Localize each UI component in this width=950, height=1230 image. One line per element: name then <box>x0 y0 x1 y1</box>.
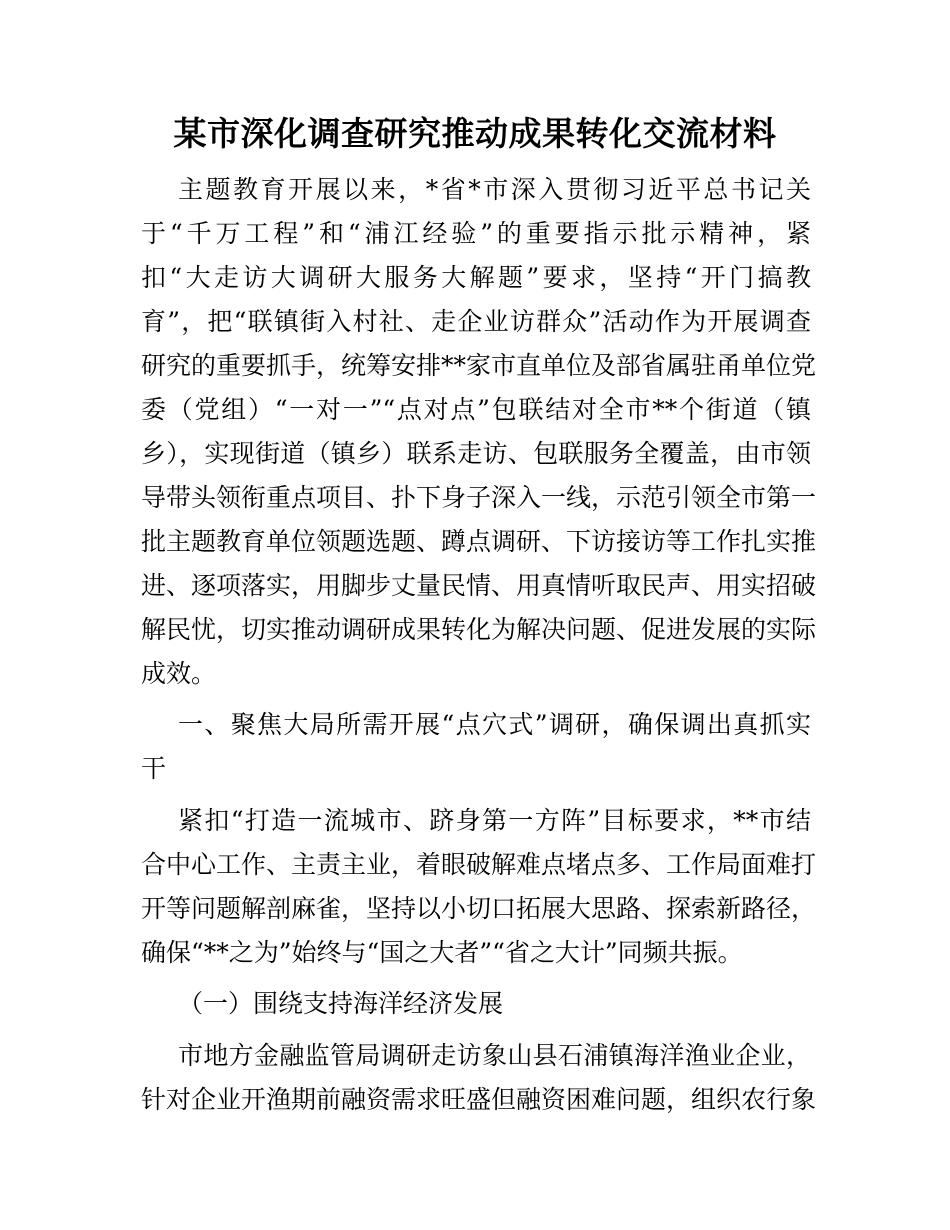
paragraph-line: 市地方金融监管局调研走访象山县石浦镇海洋渔业企业， <box>178 1041 811 1070</box>
paragraph-line: 批主题教育单位领题选题、蹲点调研、下访接访等工作扎实推 <box>141 527 817 556</box>
paragraph-line: 乡），实现街道（镇乡）联系走访、包联服务全覆盖，由市领 <box>141 439 811 468</box>
paragraph-line: 研究的重要抓手，统筹安排**家市直单位及部省属驻甬单位党 <box>141 351 817 380</box>
paragraph-line: 主题教育开展以来，*省*市深入贯彻习近平总书记关 <box>178 175 811 204</box>
paragraph-line: 开等问题解剖麻雀，坚持以小切口拓展大思路、探索新路径， <box>141 894 817 923</box>
paragraph-line: 针对企业开渔期前融资需求旺盛但融资困难问题，组织农行象 <box>141 1085 817 1114</box>
paragraph-line: 委（党组）“一对一”“点对点”包联结对全市**个街道（镇 <box>141 395 811 424</box>
paragraph-line: 扣“大走访大调研大服务大解题”要求，坚持“开门搞教 <box>141 263 811 292</box>
paragraph-line: 导带头领衔重点项目、扑下身子深入一线，示范引领全市第一 <box>141 483 817 512</box>
paragraph-line: 成效。 <box>141 659 217 688</box>
section-heading-line: 干 <box>141 754 167 783</box>
paragraph-line: 确保“**之为”始终与“国之大者”“省之大计”同频共振。 <box>141 938 743 967</box>
paragraph-line: 育”，把“联镇街入村社、走企业访群众”活动作为开展调查 <box>141 307 811 336</box>
document-title: 某市深化调查研究推动成果转化交流材料 <box>173 114 777 153</box>
section-heading-line: 一、聚焦大局所需开展“点穴式”调研，确保调出真抓实 <box>178 710 811 739</box>
paragraph-line: 于“千万工程”和“浦江经验”的重要指示批示精神，紧 <box>141 219 811 248</box>
paragraph-line: 合中心工作、主责主业，着眼破解难点堵点多、工作局面难打 <box>141 850 817 879</box>
subsection-heading: （一）围绕支持海洋经济发展 <box>178 989 504 1018</box>
paragraph-line: 解民忧，切实推动调研成果转化为解决问题、促进发展的实际 <box>141 615 817 644</box>
paragraph-line: 紧扣“打造一流城市、跻身第一方阵”目标要求，**市结 <box>178 806 811 835</box>
paragraph-line: 进、逐项落实，用脚步丈量民情、用真情听取民声、用实招破 <box>141 571 817 600</box>
